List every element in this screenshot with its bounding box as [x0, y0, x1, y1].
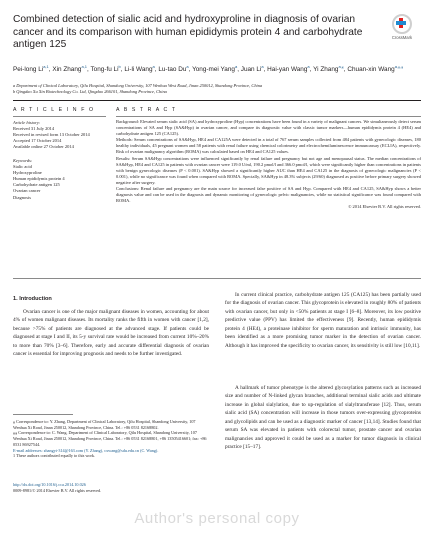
abstract-methods: Methods: Serum concentrations of SA&Hyp, HE4 and CA125A were detected in a total of 767 serum samples collected from 484 patients with gynecologic diseases, 180 healthy individuals, 45 pregnant women and 58 patients with renal failure using chemical colorimetry and electrochemiluminescence immunoassay (ECLIA), respectively. Risk of ovarian malignancy algorithm (ROMA) was calculated based on HE4 and CA125 values. — [116, 137, 421, 155]
abstract-conclusions: Conclusions: Renal failure and pregnancy are the main source for increased false positive of SA and Hyp. Compared with HE4 and CA125, SA&Hyp shows a better diagnosis value and can be used in the diagnosis and dynamic monitoring of gynecologic pelvic malignancies, while no statistical significance was found compared with ROMA. — [116, 186, 421, 204]
author-list: Pei-long Li$^{a,1}$, Xin Zhang$^{a,1}$, Tong-fu Li$^b$, Li-li Wang$^a$, Lu-tao Du$^a$, Yong-mei Yang$^a$, Juan Li$^a$, Hai-yan Wang$^a$, Yi Zhang$^{a,⁎}$, Chuan-xin Wang$^{a,⁎,⁎}$ — [13, 64, 404, 74]
author-name: Juan Li — [240, 66, 262, 74]
history-accepted: Accepted 17 October 2014 — [13, 138, 62, 144]
author-mark: a — [307, 64, 310, 69]
crossmark-icon — [392, 14, 412, 34]
footnotes — [13, 419, 209, 459]
author-mark: b — [118, 64, 121, 69]
intro-heading: 1. Introduction — [13, 296, 52, 302]
footnote-email[interactable]: E-mail addresses: zhangyi-314@163.com (Y. Zhang), cxwang@sdu.edu.cn (C. Wang). — [13, 447, 159, 453]
author-mark: a,1 — [43, 64, 49, 69]
keywords-label: Keywords: — [13, 158, 33, 163]
abstract-heading: A B S T R A C T — [116, 107, 177, 113]
issn-line: 0009-8981/© 2014 Elsevier B.V. All rights reserved. — [13, 487, 102, 493]
author-name: Xin Zhang — [52, 66, 82, 74]
author-mark: a — [152, 64, 155, 69]
abstract-body — [116, 119, 421, 210]
author-mark: a,⁎ — [338, 64, 344, 69]
crossmark-label: CrossMark — [391, 35, 413, 40]
author-name: Lu-tao Du — [158, 66, 187, 74]
history-received: Received 31 July 2014 — [13, 126, 55, 132]
abstract-results: Results: Serum SA&Hyp concentrations were influenced significantly by renal failure and pregnancy but not age and menopausal status. The median concentrations of SA&Hyp, HE4 and CA125 in patients with ovarian cancer were 119.0 U/ml, 190.2 pmol/l and 366.0 pmol/l, which were significantly higher than concentrations in patients with benign gynecologic diseases (P < 0.001). SA&Hyp showed a significantly higher AUC than HE4 and CA125 in the diagnosis of gynecologic malignancies (P < 0.001), while no significance was found when compared with ROMA. Specially, SA&Hyp in 48.3% subjects (29/60) diagnosed as positive before primary surgery showed negative after surgery. — [116, 155, 421, 185]
abstract-copyright: © 2014 Elsevier B.V. All rights reserved. — [348, 204, 421, 210]
article-history — [13, 120, 108, 150]
author-name: Chuan-xin Wang — [347, 66, 395, 74]
author-name: Yi Zhang — [313, 66, 339, 74]
header-rule — [13, 100, 421, 101]
footnote: 1 These authors contributed equally to this work. — [13, 453, 96, 459]
watermark-text: Author's personal copy — [134, 510, 300, 527]
history-label: Article history: — [13, 120, 41, 125]
keyword: Human epididymis protein 4 — [13, 176, 65, 182]
crossmark-badge[interactable] — [383, 14, 421, 40]
author-name: Yong-mei Yang — [192, 66, 235, 74]
abstract-background: Background: Elevated serum sialic acid (SA) and hydroxyproline (Hyp) concentrations have been found in a variety of malignant cancers. We simultaneously detect serum concentrations of SA and Hyp (SA&Hyp) in ovarian cancer, and compare its diagnostic value with classic tumor markers—human epididymis protein 4 (HE4) and carbohydrate antigen 125 (CA125). — [116, 119, 421, 137]
affiliation-a: a Department of Clinical Laboratory, Qilu Hospital, Shandong University, 107 Wenhua West Road, Jinan 250012, Shandong Province, China — [13, 83, 263, 88]
affiliation-list — [13, 83, 413, 95]
author-mark: a — [261, 64, 264, 69]
keywords-block — [13, 158, 108, 201]
keyword: Sialic acid — [13, 164, 32, 170]
body-paragraph: A hallmark of tumor phenotype is the altered glycosylation patterns such as increased size and number of N-linked glycan branches, additional terminal sialic acids and ultimate increase in global sialylation, due to up-regulation of sialyltransferase [12]. Thus, serum sialic acid (SA) concentration will increase in those tumors over-expressing glycoproteins and glycolipids and can be used as a diagnostic marker of cancer [13,14]. Studies found that serum SA was elevated in patients with colorectal tumor, prostate cancer and ovarian malignancies and approved it could be used as a marker for tumor diagnosis in clinical practice [15–17]. — [225, 385, 421, 451]
keyword: Ovarian cancer — [13, 188, 41, 194]
keyword: Carbohydrate antigen 125 — [13, 182, 60, 188]
author-mark: a,⁎,⁎ — [394, 64, 404, 69]
author-mark: a — [234, 64, 238, 69]
history-online: Available online 27 October 2014 — [13, 144, 74, 150]
article-info-rule — [13, 116, 106, 117]
author-name: Tong-fu Li — [90, 66, 119, 74]
doi-link[interactable]: http://dx.doi.org/10.1016/j.cca.2014.10.026 — [13, 482, 86, 487]
abstract-rule — [116, 116, 421, 117]
keyword: Diagnosis — [13, 194, 31, 200]
body-paragraph: In current clinical practice, carbohydrate antigen 125 (CA125) has been partially used for the diagnosis of ovarian cancer. This glycoprotein is elevated in roughly 80% of patients with ovarian cancer, but only in <50% patients at stage I [6–8]. Moreover, its low positive predictive value (PPV) has limited the effectiveness [9]. Recently, human epididymis protein 4 (HE4), a proteinase inhibitor for sperm maturation and intrinsic immunity, has been identified as a more promising tumor marker in the detection of ovarian cancer. Although it has improved the specificity to ovarian cancer, its sensitivity is still low [10,11]. — [225, 292, 421, 349]
history-revised: Received in revised form 13 October 2014 — [13, 132, 90, 138]
article-info-heading: A R T I C L E I N F O — [13, 107, 95, 113]
author-name: Pei-long Li — [13, 66, 44, 74]
abstract-bottom-rule — [13, 278, 421, 279]
intro-paragraph: Ovarian cancer is one of the major malignant diseases in women, accounting for about 4% of women malignant diseases. Its mortality ranks the fifth in women with cancer [1,2], because >75% of patients are diagnosed at the advanced stage. If patients could be diagnosed at stage I and II, its 5-y survival rate would be increased from current 10%–20% to more than 70% [3–6]. Therefore, early and accurate differential diagnosis of ovarian cancer is essential for improving prognosis and needs to be further investigated. — [13, 309, 209, 358]
footnote-rule — [13, 414, 73, 415]
author-mark: a,1 — [81, 64, 88, 69]
author-name: Li-li Wang — [124, 66, 153, 74]
footnote: ⁎ Correspondence to: Y. Zhang, Department of Clinical Laboratory, Qilu Hospital, Shandong University, 107 Wenhua Xi Road, Jinan 250012, Shandong Province, China. Tel.: +86 0531 82168802. — [13, 419, 196, 430]
footnote: ⁎⁎ Correspondence to: C. Wang, Department of Clinical Laboratory, Qilu Hospital, Shandong University, 107 Wenhua Xi Road, Jinan 250012, Shandong Province, China. Tel.: +86 0531 82168801, +86 13505416601; fax: +86 0531 86927544. — [13, 430, 207, 447]
keyword: Hydroxyproline — [13, 170, 42, 176]
affiliation-b: b Qingdao Xu Xin Biotechnology Co. Ltd, Qingdao 266101, Shandong Province, China — [13, 88, 167, 94]
author-name: Hai-yan Wang — [267, 66, 308, 74]
publication-info — [13, 482, 209, 493]
author-mark: a — [186, 64, 189, 69]
article-title: Combined detection of sialic acid and hydroxyproline in diagnosis of ovarian cancer and its comparison with human epididymis protein 4 and carbohydrate antigen 125 — [13, 14, 363, 51]
